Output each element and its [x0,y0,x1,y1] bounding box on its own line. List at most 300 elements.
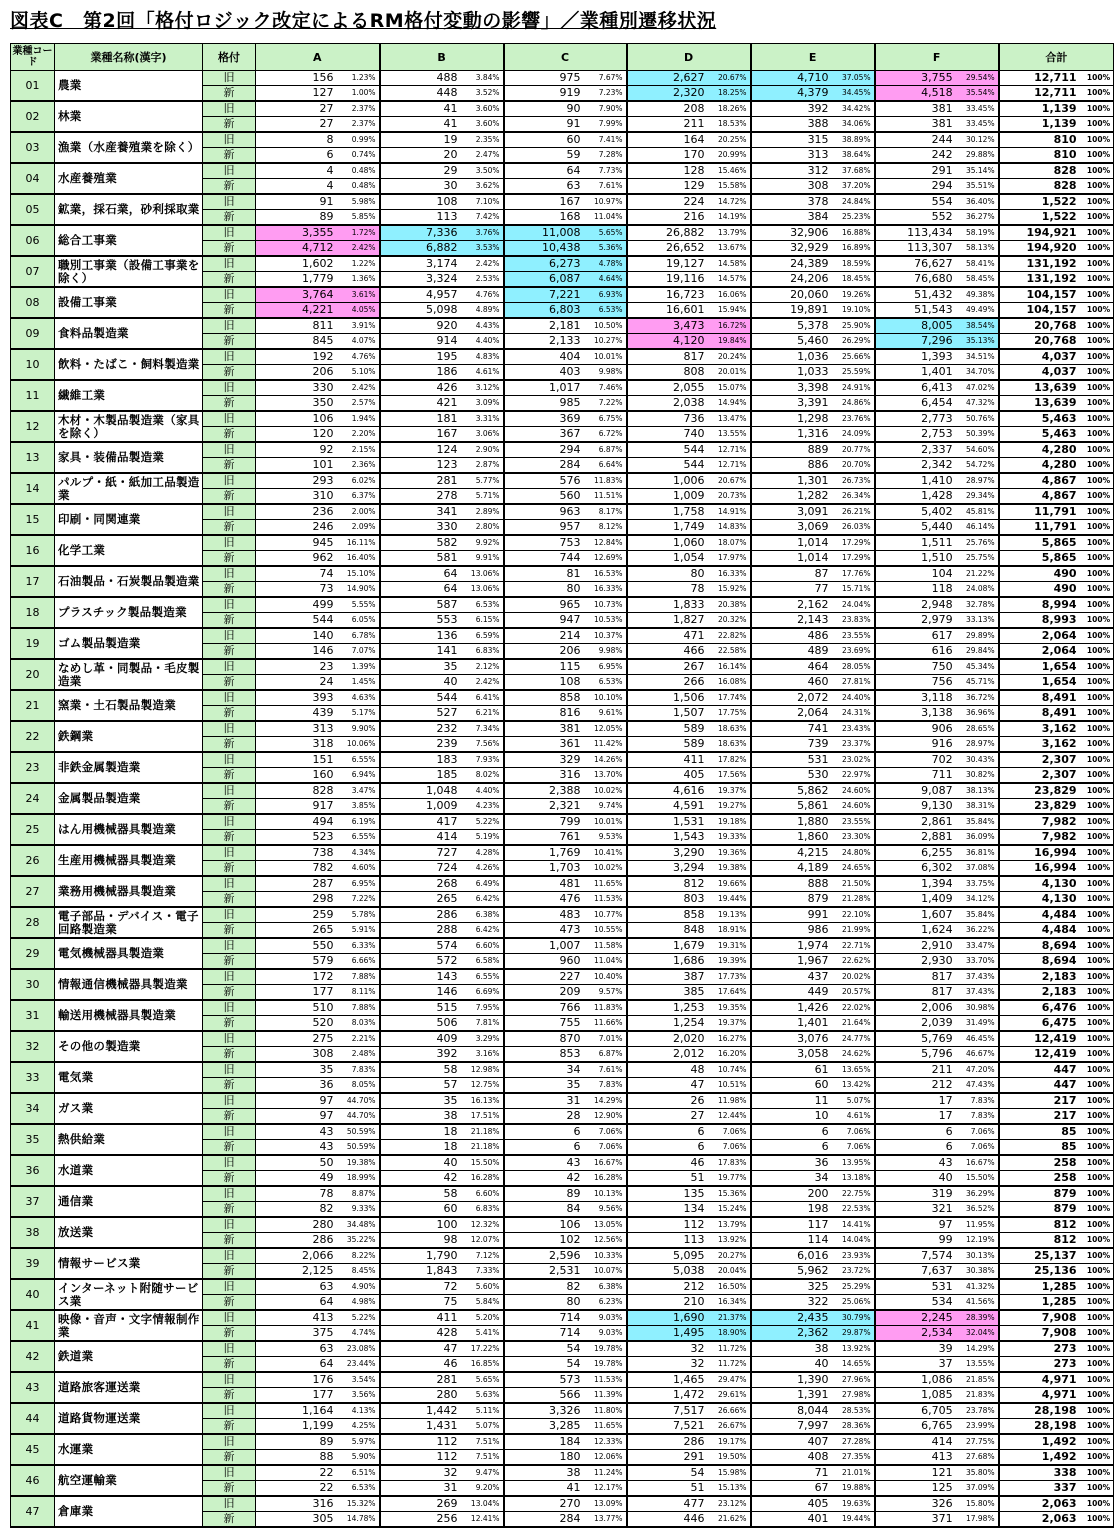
count-cell: 378 [751,194,832,210]
total-count-cell: 4,971 [999,1388,1080,1404]
percent-cell: 33.45% [956,101,999,117]
percent-cell: 13.47% [708,411,751,427]
total-count-cell: 194,921 [999,225,1080,241]
percent-cell: 7.23% [584,86,627,102]
table-row [11,442,1114,458]
percent-cell: 11.04% [584,210,627,226]
count-cell: 2,321 [504,799,584,815]
percent-cell: 19.27% [708,799,751,815]
percent-cell: 37.09% [956,1481,999,1497]
table-row [11,969,1114,985]
count-cell: 3,174 [380,256,461,272]
percent-cell: 7.12% [461,1248,504,1264]
percent-cell: 17.75% [708,706,751,722]
table-row [11,1155,1114,1171]
count-cell: 51,432 [875,287,956,303]
count-cell: 1,472 [627,1388,708,1404]
count-cell: 576 [504,473,584,489]
percent-cell: 2.00% [337,504,380,520]
count-cell: 259 [256,907,337,923]
percent-cell: 29.61% [708,1388,751,1404]
percent-cell: 29.89% [956,628,999,644]
count-cell: 2,125 [256,1264,337,1280]
percent-cell: 6.64% [584,458,627,474]
count-cell: 73 [256,582,337,598]
percent-cell: 2.47% [461,148,504,164]
percent-cell: 7.06% [832,1140,875,1156]
percent-cell: 23.02% [832,752,875,768]
percent-cell: 25.59% [832,365,875,381]
count-cell: 63 [256,1279,337,1295]
industry-name: 情報サービス業 [55,1248,203,1279]
count-cell: 3,294 [627,861,708,877]
total-count-cell: 258 [999,1155,1080,1171]
percent-cell: 0.48% [337,163,380,179]
percent-cell: 28.53% [832,1403,875,1419]
percent-cell: 37.43% [956,969,999,985]
percent-cell: 18.25% [708,86,751,102]
percent-cell: 44.70% [337,1109,380,1125]
total-count-cell: 2,307 [999,752,1080,768]
percent-cell: 10.13% [584,1186,627,1202]
count-cell: 405 [751,1496,832,1512]
percent-cell: 8.05% [337,1078,380,1094]
percent-cell: 7.22% [337,892,380,908]
count-cell: 281 [380,473,461,489]
percent-cell: 29.88% [956,148,999,164]
total-count-cell: 131,192 [999,256,1080,272]
percent-cell: 29.87% [832,1326,875,1342]
rating-new-label: 新 [203,272,256,288]
percent-cell: 26.03% [832,520,875,536]
percent-cell: 7.42% [461,210,504,226]
count-cell: 2,064 [751,706,832,722]
industry-code: 39 [11,1248,55,1279]
percent-cell: 5.22% [337,1310,380,1326]
count-cell: 6,016 [751,1248,832,1264]
count-cell: 1,085 [875,1388,956,1404]
count-cell: 1,679 [627,938,708,954]
percent-cell: 4.89% [461,303,504,319]
total-percent-cell: 100% [1080,396,1114,412]
percent-cell: 7.01% [584,1031,627,1047]
rating-new-label: 新 [203,954,256,970]
total-percent-cell: 100% [1080,659,1114,675]
industry-code: 10 [11,349,55,380]
rating-old-label: 旧 [203,721,256,737]
total-percent-cell: 100% [1080,411,1114,427]
percent-cell: 29.54% [956,71,999,86]
rating-new-label: 新 [203,1171,256,1187]
percent-cell: 9.03% [584,1310,627,1326]
percent-cell: 2.87% [461,458,504,474]
percent-cell: 2.42% [337,380,380,396]
percent-cell: 21.18% [461,1140,504,1156]
percent-cell: 37.20% [832,179,875,195]
percent-cell: 15.58% [708,179,751,195]
percent-cell: 13.55% [708,427,751,443]
percent-cell: 49.38% [956,287,999,303]
industry-code: 21 [11,690,55,721]
count-cell: 409 [380,1031,461,1047]
count-cell: 113 [380,210,461,226]
industry-code: 47 [11,1496,55,1527]
rating-old-label: 旧 [203,442,256,458]
count-cell: 206 [504,644,584,660]
header-code: 業種コード [11,44,55,71]
percent-cell: 7.06% [832,1124,875,1140]
industry-name: 通信業 [55,1186,203,1217]
count-cell: 4,957 [380,287,461,303]
count-cell: 1,880 [751,814,832,830]
industry-name: 電子部品・デバイス・電子回路製造業 [55,907,203,938]
count-cell: 97 [256,1093,337,1109]
rating-old-label: 旧 [203,163,256,179]
total-percent-cell: 100% [1080,721,1114,737]
percent-cell: 14.04% [832,1233,875,1249]
percent-cell: 38.89% [832,132,875,148]
percent-cell: 4.78% [584,256,627,272]
count-cell: 879 [751,892,832,908]
percent-cell: 45.71% [956,675,999,691]
percent-cell: 36.29% [956,1186,999,1202]
rating-old-label: 旧 [203,783,256,799]
count-cell: 1,749 [627,520,708,536]
count-cell: 24,389 [751,256,832,272]
count-cell: 123 [380,458,461,474]
percent-cell: 50.76% [956,411,999,427]
percent-cell: 4.40% [461,334,504,350]
percent-cell: 12.71% [708,458,751,474]
count-cell: 102 [504,1233,584,1249]
percent-cell: 19.39% [708,954,751,970]
percent-cell: 19.35% [708,1000,751,1016]
table-row [11,1062,1114,1078]
percent-cell: 7.83% [584,1078,627,1094]
count-cell: 1,017 [504,380,584,396]
percent-cell: 30.12% [956,132,999,148]
count-cell: 114 [751,1233,832,1249]
percent-cell: 5.17% [337,706,380,722]
count-cell: 750 [875,659,956,675]
count-cell: 54 [504,1341,584,1357]
total-percent-cell: 100% [1080,566,1114,582]
rating-old-label: 旧 [203,752,256,768]
percent-cell: 16.67% [956,1155,999,1171]
percent-cell: 19.37% [708,1016,751,1032]
count-cell: 1,009 [380,799,461,815]
percent-cell: 13.55% [956,1357,999,1373]
percent-cell: 3.53% [461,241,504,257]
count-cell: 101 [256,458,337,474]
percent-cell: 10.07% [584,1264,627,1280]
count-cell: 167 [380,427,461,443]
count-cell: 552 [875,210,956,226]
count-cell: 421 [380,396,461,412]
count-cell: 43 [256,1124,337,1140]
percent-cell: 6.95% [337,876,380,892]
count-cell: 6 [875,1140,956,1156]
total-percent-cell: 100% [1080,1202,1114,1218]
percent-cell: 14.41% [832,1217,875,1233]
count-cell: 38 [751,1341,832,1357]
count-cell: 35 [504,1078,584,1094]
total-percent-cell: 100% [1080,1310,1114,1326]
total-count-cell: 25,136 [999,1264,1080,1280]
percent-cell: 23.72% [832,1264,875,1280]
percent-cell: 30.13% [956,1248,999,1264]
percent-cell: 6.75% [584,411,627,427]
count-cell: 3,138 [875,706,956,722]
total-count-cell: 1,522 [999,194,1080,210]
industry-code: 45 [11,1434,55,1465]
count-cell: 853 [504,1047,584,1063]
total-count-cell: 1,522 [999,210,1080,226]
total-count-cell: 490 [999,566,1080,582]
percent-cell: 44.70% [337,1093,380,1109]
rating-old-label: 旧 [203,1434,256,1450]
percent-cell: 6.87% [584,442,627,458]
percent-cell: 45.81% [956,504,999,520]
count-cell: 1,543 [627,830,708,846]
percent-cell: 14.83% [708,520,751,536]
industry-code: 16 [11,535,55,566]
count-cell: 89 [256,210,337,226]
total-count-cell: 1,654 [999,659,1080,675]
percent-cell: 34.51% [956,349,999,365]
total-percent-cell: 100% [1080,1326,1114,1342]
percent-cell: 10.51% [708,1078,751,1094]
rating-old-label: 旧 [203,969,256,985]
count-cell: 77 [751,582,832,598]
count-cell: 7,997 [751,1419,832,1435]
count-cell: 5,378 [751,318,832,334]
count-cell: 6,803 [504,303,584,319]
percent-cell: 9.98% [584,365,627,381]
total-count-cell: 1,492 [999,1450,1080,1466]
percent-cell: 21.37% [708,1310,751,1326]
count-cell: 135 [627,1186,708,1202]
percent-cell: 5.22% [461,814,504,830]
rating-new-label: 新 [203,241,256,257]
count-cell: 2,012 [627,1047,708,1063]
count-cell: 113,307 [875,241,956,257]
count-cell: 817 [875,985,956,1001]
count-cell: 330 [380,520,461,536]
count-cell: 515 [380,1000,461,1016]
percent-cell: 2.21% [337,1031,380,1047]
percent-cell: 12.05% [584,721,627,737]
industry-name: 石油製品・石炭製品製造業 [55,566,203,597]
percent-cell: 5.10% [337,365,380,381]
percent-cell: 24.08% [956,582,999,598]
percent-cell: 10.53% [584,613,627,629]
percent-cell: 2.48% [337,1047,380,1063]
rating-old-label: 旧 [203,1031,256,1047]
count-cell: 473 [504,923,584,939]
percent-cell: 19.17% [708,1434,751,1450]
count-cell: 919 [504,86,584,102]
industry-name: 鉄道業 [55,1341,203,1372]
count-cell: 265 [380,892,461,908]
rating-old-label: 旧 [203,566,256,582]
count-cell: 325 [751,1279,832,1295]
count-cell: 483 [504,907,584,923]
count-cell: 288 [380,923,461,939]
rating-new-label: 新 [203,458,256,474]
count-cell: 89 [256,1434,337,1450]
percent-cell: 24.31% [832,706,875,722]
percent-cell: 18.07% [708,535,751,551]
industry-code: 06 [11,225,55,256]
count-cell: 286 [256,1233,337,1249]
percent-cell: 24.91% [832,380,875,396]
count-cell: 1,014 [751,535,832,551]
count-cell: 1,428 [875,489,956,505]
count-cell: 129 [627,179,708,195]
percent-cell: 17.56% [708,768,751,784]
percent-cell: 2.90% [461,442,504,458]
count-cell: 64 [380,582,461,598]
count-cell: 520 [256,1016,337,1032]
percent-cell: 30.82% [956,768,999,784]
percent-cell: 35.54% [956,86,999,102]
total-count-cell: 4,037 [999,365,1080,381]
count-cell: 740 [627,427,708,443]
percent-cell: 26.29% [832,334,875,350]
percent-cell: 3.31% [461,411,504,427]
total-count-cell: 4,280 [999,442,1080,458]
count-cell: 437 [751,969,832,985]
count-cell: 40 [380,1155,461,1171]
percent-cell: 5.63% [461,1388,504,1404]
percent-cell: 46.14% [956,520,999,536]
industry-code: 30 [11,969,55,1000]
count-cell: 22 [256,1481,337,1497]
percent-cell: 7.88% [337,969,380,985]
total-count-cell: 131,192 [999,272,1080,288]
percent-cell: 6.55% [337,830,380,846]
total-percent-cell: 100% [1080,1186,1114,1202]
total-percent-cell: 100% [1080,1016,1114,1032]
count-cell: 7,637 [875,1264,956,1280]
count-cell: 544 [256,613,337,629]
count-cell: 40 [380,675,461,691]
total-count-cell: 6,475 [999,1016,1080,1032]
percent-cell: 12.32% [461,1217,504,1233]
count-cell: 957 [504,520,584,536]
percent-cell: 9.92% [461,535,504,551]
percent-cell: 7.28% [584,148,627,164]
percent-cell: 19.78% [584,1341,627,1357]
percent-cell: 8.22% [337,1248,380,1264]
table-row [11,535,1114,551]
percent-cell: 32.78% [956,597,999,613]
percent-cell: 3.91% [337,318,380,334]
percent-cell: 6.55% [461,969,504,985]
rating-old-label: 旧 [203,225,256,241]
count-cell: 3,764 [256,287,337,303]
industry-name: 倉庫業 [55,1496,203,1527]
count-cell: 8,005 [875,318,956,334]
count-cell: 986 [751,923,832,939]
total-count-cell: 104,157 [999,287,1080,303]
percent-cell: 16.11% [337,535,380,551]
percent-cell: 17.51% [461,1109,504,1125]
count-cell: 19,116 [627,272,708,288]
percent-cell: 6.58% [461,954,504,970]
count-cell: 322 [751,1295,832,1311]
rating-new-label: 新 [203,303,256,319]
header-row [11,44,1114,71]
count-cell: 5,095 [627,1248,708,1264]
count-cell: 1,033 [751,365,832,381]
count-cell: 460 [751,675,832,691]
percent-cell: 11.42% [584,737,627,753]
percent-cell: 46.45% [956,1031,999,1047]
count-cell: 206 [256,365,337,381]
count-cell: 1,086 [875,1372,956,1388]
total-percent-cell: 100% [1080,1450,1114,1466]
total-count-cell: 828 [999,179,1080,195]
count-cell: 2,342 [875,458,956,474]
rating-old-label: 旧 [203,690,256,706]
percent-cell: 4.34% [337,845,380,861]
count-cell: 6,255 [875,845,956,861]
total-percent-cell: 100% [1080,504,1114,520]
count-cell: 308 [751,179,832,195]
percent-cell: 19.31% [708,938,751,954]
count-cell: 58 [380,1062,461,1078]
percent-cell: 10.02% [584,783,627,799]
rating-old-label: 旧 [203,287,256,303]
total-count-cell: 7,982 [999,814,1080,830]
count-cell: 31 [380,1481,461,1497]
percent-cell: 10.37% [584,628,627,644]
percent-cell: 23.78% [956,1403,999,1419]
percent-cell: 50.39% [956,427,999,443]
count-cell: 224 [627,194,708,210]
count-cell: 54 [627,1465,708,1481]
percent-cell: 8.02% [461,768,504,784]
industry-name: 総合工事業 [55,225,203,256]
count-cell: 8,044 [751,1403,832,1419]
table-row [11,101,1114,117]
total-count-cell: 879 [999,1202,1080,1218]
count-cell: 965 [504,597,584,613]
count-cell: 404 [504,349,584,365]
table-row [11,1000,1114,1016]
percent-cell: 2.53% [461,272,504,288]
percent-cell: 33.75% [956,876,999,892]
count-cell: 1,401 [751,1016,832,1032]
percent-cell: 6.42% [461,892,504,908]
count-cell: 37 [875,1357,956,1373]
table-row [11,1496,1114,1512]
count-cell: 242 [875,148,956,164]
count-cell: 2,388 [504,783,584,799]
count-cell: 916 [875,737,956,753]
total-percent-cell: 100% [1080,752,1114,768]
total-percent-cell: 100% [1080,489,1114,505]
count-cell: 369 [504,411,584,427]
count-cell: 20,060 [751,287,832,303]
percent-cell: 34.70% [956,365,999,381]
count-cell: 914 [380,334,461,350]
percent-cell: 22.02% [832,1000,875,1016]
percent-cell: 7.41% [584,132,627,148]
percent-cell: 20.01% [708,365,751,381]
